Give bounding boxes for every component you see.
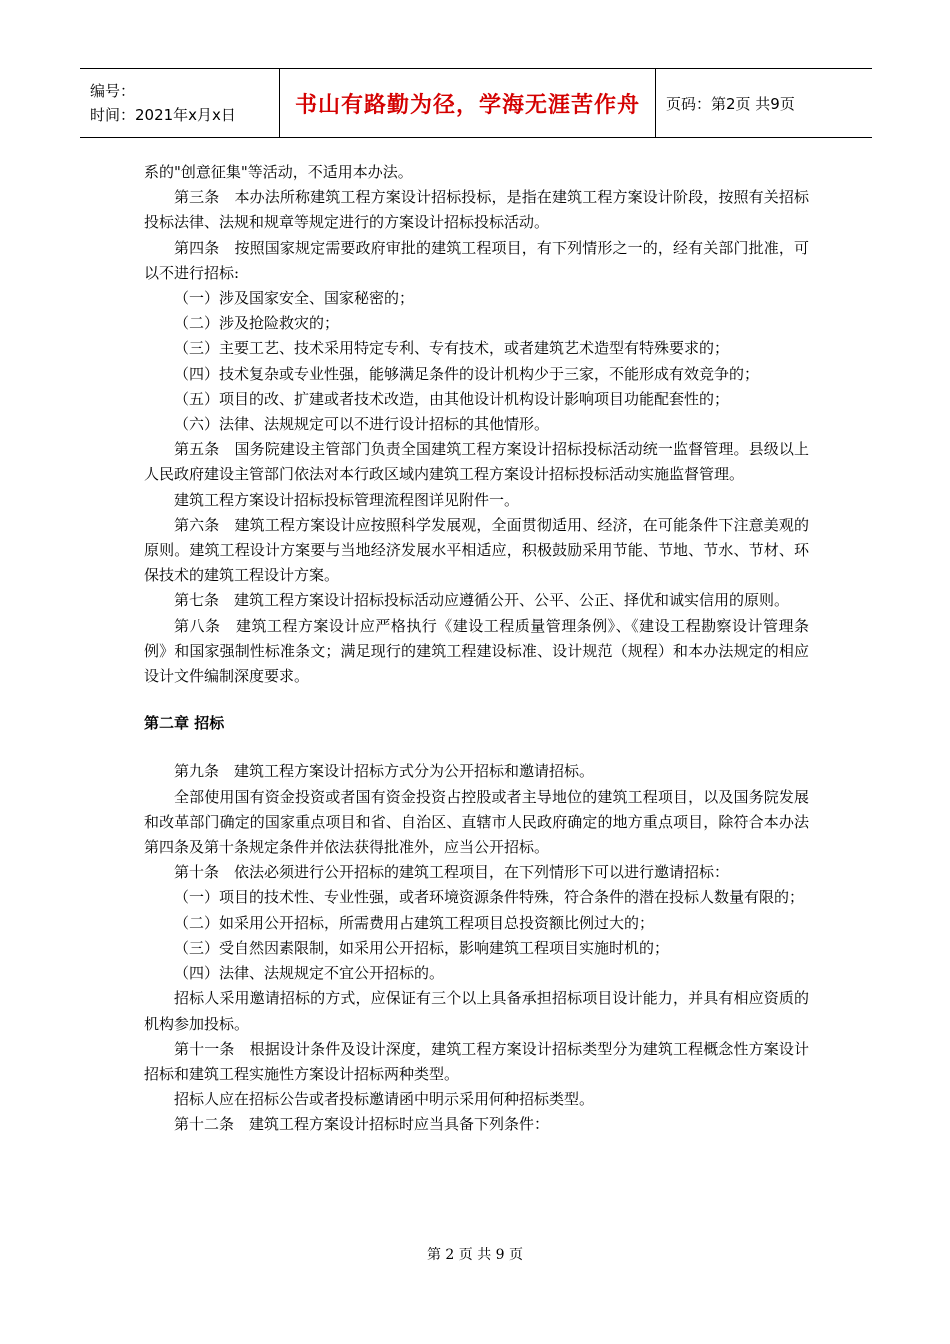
list-item: （二）涉及抢险救灾的； [174,314,340,333]
list-item: （五）项目的改、扩建或者技术改造，由其他设计机构设计影响项目功能配套性的； [174,389,730,408]
list-item: （一）项目的技术性、专业性强，或者环境资源条件特殊，符合条件的潜在投标人数量有限的； [174,888,805,907]
page-footer: 第 2 页 共 9 页 [426,1247,524,1263]
list-item: （六）法律、法规规定可以不进行设计招标的其他情形。 [174,415,550,434]
page-header [80,68,872,138]
list-item: （三）主要工艺、技术采用特定专利、专有技术，或者建筑艺术造型有特殊要求的； [174,339,730,358]
list-item: （二）如采用公开招标，所需费用占建筑工程项目总投资额比例过大的； [174,913,655,932]
document-number-label: 编号： [90,82,136,100]
paragraph-article-9: 第九条 建筑工程方案设计招标方式分为公开招标和邀请招标。 [174,762,595,781]
paragraph-article-7: 第七条 建筑工程方案设计招标投标活动应遵循公开、公平、公正、择优和诚实信用的原则。 [174,591,790,610]
document-date-label: 时间：2021年x月x日 [90,106,236,124]
paragraph-article-3: 第三条 本办法所称建筑工程方案设计招标投标，是指在建筑工程方案设计阶段，按照有关招标投标法律、法规和规章等规定进行的方案设计招标投标活动。 [144,188,809,232]
paragraph-article-12: 第十二条 建筑工程方案设计招标时应当具备下列条件： [174,1115,550,1134]
list-item: （三）受自然因素限制，如采用公开招标，影响建筑工程项目实施时机的； [174,938,670,957]
paragraph: 全部使用国有资金投资或者国有资金投资占控股或者主导地位的建筑工程项目，以及国务院发展和改革部门确定的国家重点项目和省、自治区、直辖市人民政府确定的地方重点项目，除符合本办法第四条及第十条规定条件并依法获得批准外，应当公开招标。 [144,787,809,857]
paragraph-article-10: 第十条 依法必须进行公开招标的建筑工程项目，在下列情形下可以进行邀请招标： [174,863,730,882]
paragraph-article-6: 第六条 建筑工程方案设计应按照科学发展观，全面贯彻适用、经济，在可能条件下注意美观的原则。建筑工程设计方案要与当地经济发展水平相适应，积极鼓励采用节能、节地、节水、节材、环保技术的建筑工程设计方案。 [144,515,809,585]
paragraph: 系的"创意征集"等活动，不适用本办法。 [144,163,413,181]
chapter-title: 第二章 招标 [144,714,225,733]
paragraph-article-8: 第八条 建筑工程方案设计应严格执行《建设工程质量管理条例》、《建设工程勘察设计管理条例》和国家强制性标准条文；满足现行的建筑工程建设标准、设计规范（规程）和本办法规定的相应设计文件编制深度要求。 [144,616,809,686]
header-page-info: 页码：第2页 共9页 [666,94,795,113]
paragraph: 招标人应在招标公告或者投标邀请函中明示采用何种招标类型。 [174,1090,595,1109]
list-item: （四）技术复杂或专业性强，能够满足条件的设计机构少于三家，不能形成有效竞争的； [174,364,760,383]
list-item: （一）涉及国家安全、国家秘密的； [174,289,415,308]
list-item: （四）法律、法规规定不宜公开招标的。 [174,964,445,983]
document-body [144,160,809,1138]
paragraph-article-5: 第五条 国务院建设主管部门负责全国建筑工程方案设计招标投标活动统一监督管理。县级以上人民政府建设主管部门依法对本行政区域内建筑工程方案设计招标投标活动实施监督管理。 [144,440,809,484]
paragraph-article-11: 第十一条 根据设计条件及设计深度，建筑工程方案设计招标类型分为建筑工程概念性方案设计招标和建筑工程实施性方案设计招标两种类型。 [144,1039,809,1083]
paragraph: 建筑工程方案设计招标投标管理流程图详见附件一。 [174,490,520,509]
header-meta [80,69,280,137]
paragraph-article-4: 第四条 按照国家规定需要政府审批的建筑工程项目，有下列情形之一的，经有关部门批准，可以不进行招标: [144,238,809,282]
paragraph: 招标人采用邀请招标的方式，应保证有三个以上具备承担招标项目设计能力，并具有相应资质的机构参加投标。 [144,989,809,1033]
header-motto: 书山有路勤为径，学海无涯苦作舟 [280,69,656,137]
